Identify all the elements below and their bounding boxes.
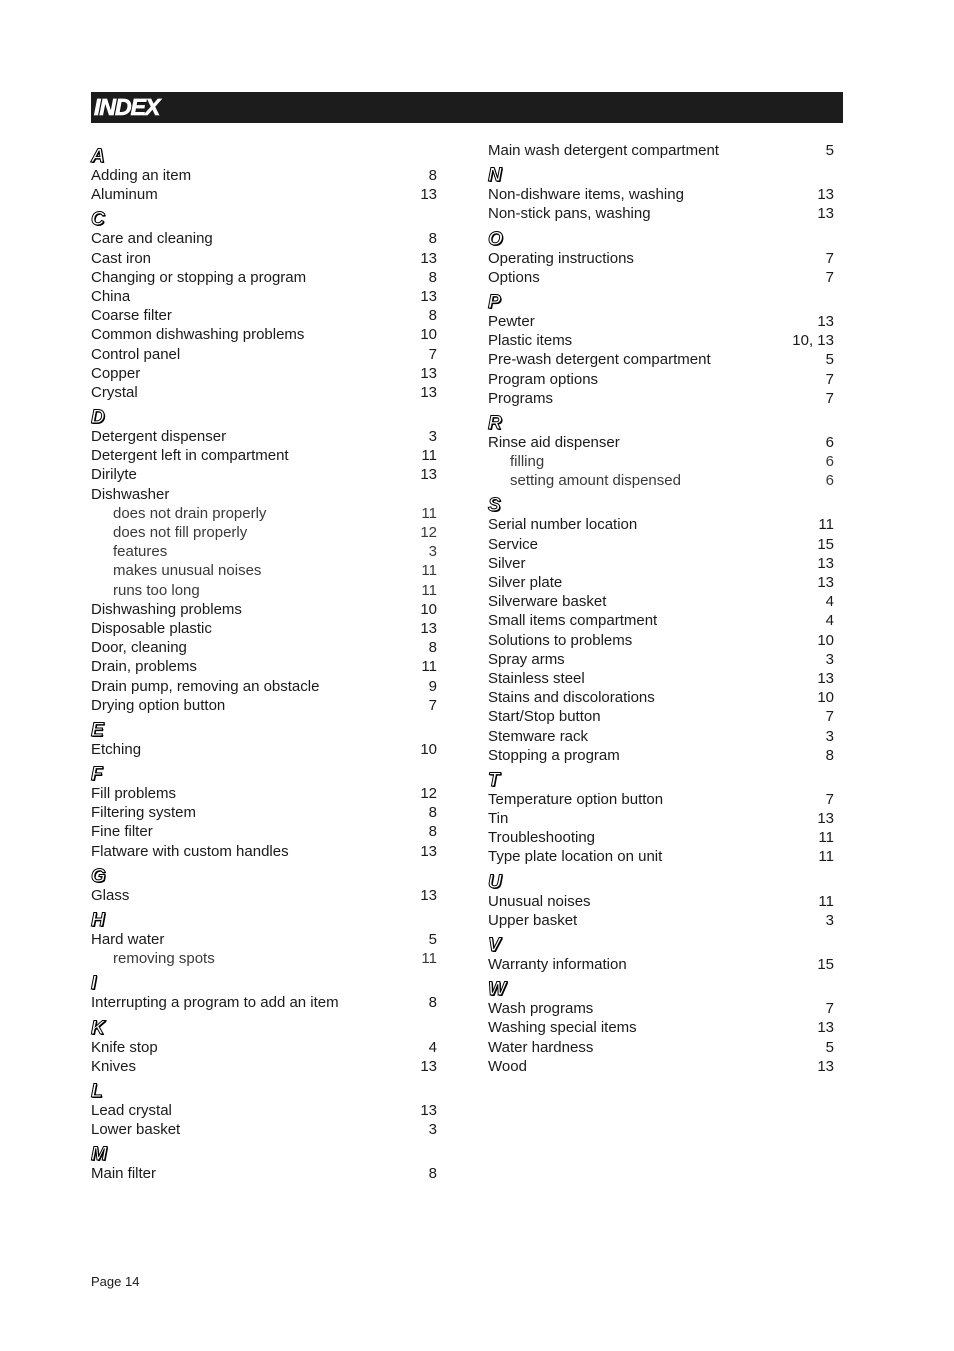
index-entry <box>488 573 834 592</box>
section-letter: D <box>91 407 105 429</box>
index-entry <box>488 592 834 611</box>
entry-term: Lower basket <box>91 1121 181 1139</box>
entry-term: Troubleshooting <box>488 829 596 847</box>
entry-term: Filtering system <box>91 804 197 822</box>
index-entry <box>91 600 437 619</box>
index-banner <box>91 92 843 123</box>
index-entry <box>488 790 834 809</box>
entry-page-number: 11 <box>818 829 834 847</box>
section-letter: T <box>488 769 500 791</box>
entry-page-number: 7 <box>825 370 834 388</box>
index-entry <box>488 688 834 707</box>
entry-term: Drain pump, removing an obstacle <box>91 677 320 695</box>
entry-term: Pewter <box>488 312 535 330</box>
index-entry <box>91 345 437 364</box>
entry-page-number: 13 <box>817 1057 834 1075</box>
index-entry <box>488 350 834 369</box>
entry-term: Etching <box>91 740 142 758</box>
entry-term: Stainless steel <box>488 669 585 687</box>
entry-term: Silver <box>488 554 526 572</box>
entry-page-number: 13 <box>420 886 437 904</box>
entry-page-number: 4 <box>428 1038 437 1056</box>
index-entry <box>91 185 437 204</box>
entry-term: Door, cleaning <box>91 639 187 657</box>
index-entry <box>91 842 437 861</box>
entry-page-number: 7 <box>428 345 437 363</box>
section-letter: G <box>91 865 106 887</box>
index-entry <box>488 185 834 204</box>
entry-page-number: 6 <box>825 472 834 490</box>
entry-term: Serial number location <box>488 516 638 534</box>
index-entry <box>488 141 834 160</box>
entry-page-number: 8 <box>825 746 834 764</box>
entry-term: Wood <box>488 1057 527 1075</box>
index-entry <box>91 427 437 446</box>
entry-term: Plastic items <box>488 332 573 350</box>
entry-page-number: 6 <box>825 453 834 471</box>
entry-term: Adding an item <box>91 167 192 184</box>
entry-page-number: 9 <box>428 677 437 695</box>
entry-term: Cast iron <box>91 249 152 267</box>
index-entry <box>91 1164 437 1183</box>
index-subentry <box>91 542 437 561</box>
entry-term: Temperature option button <box>488 790 664 808</box>
section-letter: W <box>488 979 506 1001</box>
entry-term: Detergent left in compartment <box>91 447 289 465</box>
index-entry <box>91 383 437 402</box>
entry-term: does not drain properly <box>113 504 267 522</box>
index-entry <box>488 727 834 746</box>
entry-page-number: 8 <box>428 307 437 325</box>
section-letter: E <box>91 719 104 741</box>
index-entry <box>488 535 834 554</box>
index-entry <box>488 1038 834 1057</box>
section-letter: P <box>488 291 501 313</box>
section-letter: H <box>91 910 105 931</box>
page-title: INDEX <box>94 94 160 120</box>
section-letter: M <box>91 1144 107 1166</box>
entry-page-number: 13 <box>420 287 437 305</box>
index-entry <box>488 746 834 765</box>
index-subentry <box>488 452 834 471</box>
section-letter: V <box>488 935 501 956</box>
index-entry <box>488 650 834 669</box>
entry-page-number: 5 <box>825 1038 834 1056</box>
entry-term: Flatware with custom handles <box>91 842 289 860</box>
index-entry <box>91 657 437 676</box>
entry-page-number: 3 <box>825 727 834 745</box>
entry-page-number: 3 <box>428 543 437 561</box>
index-entry <box>91 166 437 185</box>
index-entry <box>91 485 437 504</box>
entry-term: removing spots <box>113 950 215 968</box>
entry-term: setting amount dispensed <box>510 472 681 490</box>
entry-term: Knives <box>91 1057 137 1075</box>
entry-page-number: 3 <box>428 1121 437 1139</box>
entry-term: Stemware rack <box>488 727 589 745</box>
entry-page-number: 13 <box>420 619 437 637</box>
entry-term: Coarse filter <box>91 307 172 325</box>
index-entry <box>91 784 437 803</box>
entry-term: Crystal <box>91 383 138 401</box>
entry-term: makes unusual noises <box>113 562 262 580</box>
entry-page-number: 8 <box>428 268 437 286</box>
entry-page-number: 11 <box>421 447 437 465</box>
page-number: Page 14 <box>91 1274 140 1289</box>
index-entry <box>91 677 437 696</box>
entry-page-number: 7 <box>825 708 834 726</box>
entry-term: Stains and discolorations <box>488 689 655 707</box>
entry-term: Stopping a program <box>488 746 620 764</box>
entry-page-number: 13 <box>817 669 834 687</box>
entry-page-number: 11 <box>421 504 437 522</box>
entry-page-number: 13 <box>420 383 437 401</box>
entry-term: Glass <box>91 886 130 904</box>
index-entry <box>91 287 437 306</box>
entry-term: Small items compartment <box>488 612 658 630</box>
entry-term: Unusual noises <box>488 892 591 910</box>
entry-page-number: 3 <box>825 650 834 668</box>
section-letter: I <box>91 973 97 995</box>
entry-page-number: 11 <box>818 892 834 910</box>
entry-term: Dishwashing problems <box>91 600 242 618</box>
index-entry <box>488 370 834 389</box>
entry-term: Interrupting a program to add an item <box>91 994 339 1012</box>
index-entry <box>91 993 437 1012</box>
entry-term: Options <box>488 268 540 286</box>
entry-term: Solutions to problems <box>488 631 633 649</box>
index-entry <box>488 809 834 828</box>
entry-term: Aluminum <box>91 186 158 204</box>
entry-term: Wash programs <box>488 1000 594 1018</box>
entry-term: Non-dishware items, washing <box>488 186 684 204</box>
entry-page-number: 10 <box>420 600 437 618</box>
entry-page-number: 8 <box>428 1165 437 1183</box>
index-entry <box>91 268 437 287</box>
entry-term: Main wash detergent compartment <box>488 142 719 159</box>
entry-page-number: 5 <box>428 931 437 948</box>
index-entry <box>488 249 834 268</box>
entry-term: Fill problems <box>91 785 177 803</box>
index-entry <box>91 364 437 383</box>
index-entry <box>91 306 437 325</box>
entry-page-number: 11 <box>421 581 437 599</box>
entry-page-number: 7 <box>825 268 834 286</box>
index-subentry <box>488 471 834 490</box>
entry-page-number: 13 <box>420 1101 437 1119</box>
index-entry <box>91 1057 437 1076</box>
index-entry <box>488 312 834 331</box>
entry-term: Knife stop <box>91 1038 158 1056</box>
index-entry <box>91 1120 437 1139</box>
entry-term: Pre-wash detergent compartment <box>488 351 711 369</box>
entry-term: Type plate location on unit <box>488 848 663 866</box>
entry-term: Washing special items <box>488 1019 637 1037</box>
entry-page-number: 13 <box>817 554 834 572</box>
entry-page-number: 7 <box>825 389 834 407</box>
entry-page-number: 8 <box>428 994 437 1012</box>
entry-page-number: 11 <box>421 658 437 676</box>
entry-term: Drain, problems <box>91 658 197 676</box>
entry-page-number: 4 <box>825 612 834 630</box>
index-entry <box>488 631 834 650</box>
entry-term: filling <box>510 453 545 471</box>
entry-page-number: 13 <box>817 312 834 330</box>
index-entry <box>91 1101 437 1120</box>
entry-page-number: 15 <box>817 535 834 553</box>
index-entry <box>91 465 437 484</box>
entry-page-number: 6 <box>825 433 834 451</box>
index-entry <box>488 611 834 630</box>
section-letter: A <box>91 146 105 167</box>
index-entry <box>488 389 834 408</box>
entry-term: Copper <box>91 364 141 382</box>
entry-term: runs too long <box>113 581 200 599</box>
index-entry <box>488 847 834 866</box>
entry-page-number: 13 <box>420 466 437 484</box>
entry-term: Control panel <box>91 345 181 363</box>
index-entry <box>488 669 834 688</box>
entry-term: Service <box>488 535 539 553</box>
entry-page-number: 11 <box>818 516 834 534</box>
entry-page-number: 13 <box>420 364 437 382</box>
entry-term: Main filter <box>91 1165 157 1183</box>
entry-page-number: 8 <box>428 804 437 822</box>
index-entry <box>488 1057 834 1076</box>
index-entry <box>91 740 437 759</box>
index-entry <box>488 554 834 573</box>
entry-term: Common dishwashing problems <box>91 326 305 344</box>
index-entry <box>91 822 437 841</box>
index-entry <box>91 803 437 822</box>
entry-term: Drying option button <box>91 696 226 714</box>
entry-page-number: 11 <box>421 950 437 968</box>
index-subentry <box>91 581 437 600</box>
index-entry <box>91 886 437 905</box>
entry-term: Warranty information <box>488 956 627 973</box>
entry-term: Rinse aid dispenser <box>488 433 620 451</box>
index-entry <box>488 515 834 534</box>
index-entry <box>91 930 437 949</box>
entry-page-number: 13 <box>420 1057 437 1075</box>
entry-page-number: 8 <box>428 167 437 184</box>
index-entry <box>488 955 834 974</box>
section-letter: R <box>488 412 502 434</box>
entry-term: Care and cleaning <box>91 230 213 248</box>
entry-term: Tin <box>488 810 509 828</box>
index-entry <box>91 619 437 638</box>
index-entry <box>488 1018 834 1037</box>
entry-page-number: 5 <box>825 351 834 369</box>
index-subentry <box>91 504 437 523</box>
entry-page-number: 3 <box>428 428 437 446</box>
section-letter: S <box>488 495 501 517</box>
entry-term: Silverware basket <box>488 593 607 611</box>
entry-term: Disposable plastic <box>91 619 212 637</box>
entry-page-number: 11 <box>421 562 437 580</box>
entry-page-number: 13 <box>420 249 437 267</box>
index-entry <box>488 999 834 1018</box>
section-letter: C <box>91 209 105 231</box>
entry-page-number: 13 <box>817 1019 834 1037</box>
entry-term: features <box>113 543 168 561</box>
entry-page-number: 10 <box>817 631 834 649</box>
entry-page-number: 8 <box>428 230 437 248</box>
entry-page-number: 10 <box>420 740 437 758</box>
entry-term: Lead crystal <box>91 1101 172 1119</box>
index-entry <box>488 911 834 930</box>
entry-term: Water hardness <box>488 1038 594 1056</box>
entry-page-number: 13 <box>420 842 437 860</box>
section-letter: N <box>488 165 502 187</box>
entry-page-number: 13 <box>420 186 437 204</box>
entry-term: Fine filter <box>91 823 153 841</box>
index-entry <box>488 204 834 223</box>
entry-term: Dishwasher <box>91 485 170 503</box>
index-entry <box>488 707 834 726</box>
entry-page-number: 7 <box>825 790 834 808</box>
entry-page-number: 7 <box>825 1000 834 1018</box>
entry-page-number: 15 <box>817 956 834 973</box>
index-entry <box>91 249 437 268</box>
entry-page-number: 13 <box>817 205 834 223</box>
index-entry <box>488 268 834 287</box>
index-subentry <box>91 561 437 580</box>
index-entry <box>488 892 834 911</box>
index-entry <box>488 828 834 847</box>
entry-term: Programs <box>488 389 554 407</box>
index-entry <box>488 331 834 350</box>
index-subentry <box>91 949 437 968</box>
entry-term: Changing or stopping a program <box>91 268 307 286</box>
entry-term: Silver plate <box>488 574 563 591</box>
index-entry <box>91 696 437 715</box>
index-entry <box>91 1038 437 1057</box>
entry-term: Start/Stop button <box>488 708 601 726</box>
entry-page-number: 7 <box>428 696 437 714</box>
entry-page-number: 4 <box>825 593 834 611</box>
section-letter: U <box>488 871 502 893</box>
section-letter: K <box>91 1017 105 1039</box>
section-letter: L <box>91 1080 103 1102</box>
entry-page-number: 7 <box>825 249 834 267</box>
entry-term: China <box>91 287 131 305</box>
entry-page-number: 12 <box>420 785 437 803</box>
entry-page-number: 12 <box>420 524 437 541</box>
entry-term: Dirilyte <box>91 466 137 484</box>
entry-term: Upper basket <box>488 911 578 929</box>
entry-page-number: 8 <box>428 823 437 841</box>
index-column-right <box>488 141 834 1076</box>
entry-page-number: 5 <box>825 142 834 159</box>
index-entry <box>488 433 834 452</box>
entry-page-number: 10, 13 <box>792 332 834 350</box>
index-column-left <box>91 141 437 1184</box>
entry-page-number: 10 <box>817 689 834 707</box>
index-entry <box>91 229 437 248</box>
entry-term: does not fill properly <box>113 524 248 541</box>
entry-page-number: 13 <box>817 186 834 204</box>
entry-page-number: 8 <box>428 639 437 657</box>
entry-term: Hard water <box>91 931 165 948</box>
entry-page-number: 3 <box>825 911 834 929</box>
entry-term: Detergent dispenser <box>91 428 227 446</box>
entry-page-number: 11 <box>818 848 834 866</box>
section-letter: F <box>91 764 103 786</box>
entry-page-number: 10 <box>420 326 437 344</box>
entry-term: Operating instructions <box>488 249 634 267</box>
entry-term: Program options <box>488 370 599 388</box>
index-entry <box>91 446 437 465</box>
index-entry <box>91 325 437 344</box>
index-entry <box>91 638 437 657</box>
index-subentry <box>91 523 437 542</box>
entry-term: Non-stick pans, washing <box>488 205 651 223</box>
section-letter: O <box>488 228 503 250</box>
entry-page-number: 13 <box>817 574 834 591</box>
entry-term: Spray arms <box>488 650 565 668</box>
entry-page-number: 13 <box>817 810 834 828</box>
